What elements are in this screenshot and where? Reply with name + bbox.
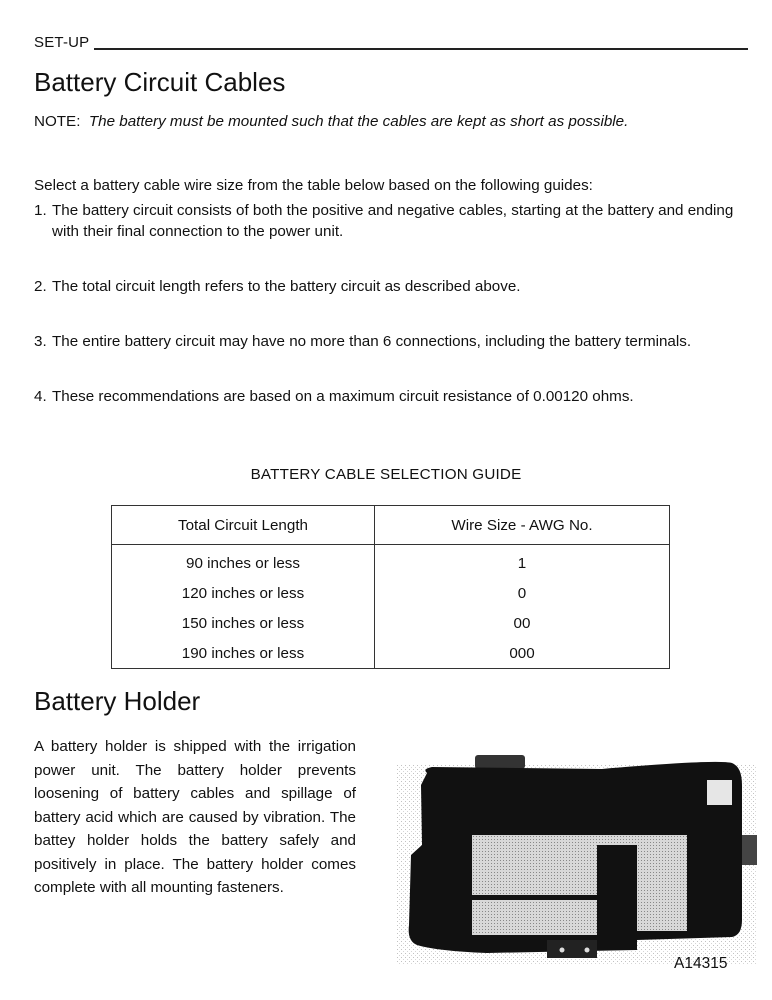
- battery-holder-photo: [397, 745, 757, 975]
- section-label: SET-UP: [34, 34, 90, 51]
- column-header: Wire Size - AWG No.: [375, 506, 670, 545]
- table-row: [112, 608, 670, 638]
- table-row: [112, 545, 670, 579]
- section-rule: [94, 48, 748, 50]
- table-cell: 90 inches or less: [112, 545, 375, 579]
- table-row: [112, 578, 670, 608]
- battery-holder-description: A battery holder is shipped with the irrigation power unit. The battery holder prevents loosening of battery cables and spillage of battery acid which are caused by vibration. The battey holder holds the battery safely and positively in place. The battery holder comes complete with all mounting fasteners.: [34, 738, 356, 896]
- column-header: Total Circuit Length: [112, 506, 375, 545]
- guide-list: [34, 200, 756, 407]
- guide-text: The total circuit length refers to the battery circuit as described above.: [52, 278, 521, 295]
- table-cell: 120 inches or less: [112, 578, 375, 608]
- guide-text: The entire battery circuit may have no more than 6 connections, including the battery terminals.: [52, 333, 692, 350]
- guide-number: 4.: [34, 388, 47, 405]
- note-label: NOTE:: [34, 113, 81, 130]
- guide-number: 2.: [34, 278, 47, 295]
- guide-item: [34, 331, 756, 352]
- note-text: The battery must be mounted such that the cables are kept as short as possible.: [88, 113, 629, 130]
- guide-item: [34, 276, 756, 297]
- table-cell: 00: [513, 614, 531, 632]
- battery-holder-image-icon: [397, 745, 757, 975]
- guide-item: [34, 200, 756, 242]
- table-title: BATTERY CABLE SELECTION GUIDE: [250, 466, 522, 483]
- table-cell: 0: [517, 584, 527, 602]
- heading-battery-holder: Battery Holder: [34, 686, 201, 716]
- guide-number: 1.: [34, 202, 47, 219]
- table-row: [112, 638, 670, 669]
- table-cell: 1: [517, 554, 527, 572]
- cable-selection-table: [111, 505, 670, 669]
- guide-number: 3.: [34, 333, 47, 350]
- table-cell: 000: [509, 644, 535, 662]
- heading-battery-circuit-cables: Battery Circuit Cables: [34, 67, 286, 97]
- guide-item: [34, 386, 756, 407]
- note: [34, 111, 754, 133]
- guide-text: The battery circuit consists of both the positive and negative cables, starting at the battery and ending with their final connection to the power unit.: [52, 202, 734, 240]
- table-cell: 190 inches or less: [112, 638, 375, 669]
- table-header-row: [112, 506, 670, 545]
- guide-text: These recommendations are based on a maximum circuit resistance of 0.00120 ohms.: [52, 388, 634, 405]
- figure-id: A14315: [674, 955, 728, 972]
- table-cell: 150 inches or less: [112, 608, 375, 638]
- guides-intro: Select a battery cable wire size from the table below based on the following guides:: [34, 177, 593, 194]
